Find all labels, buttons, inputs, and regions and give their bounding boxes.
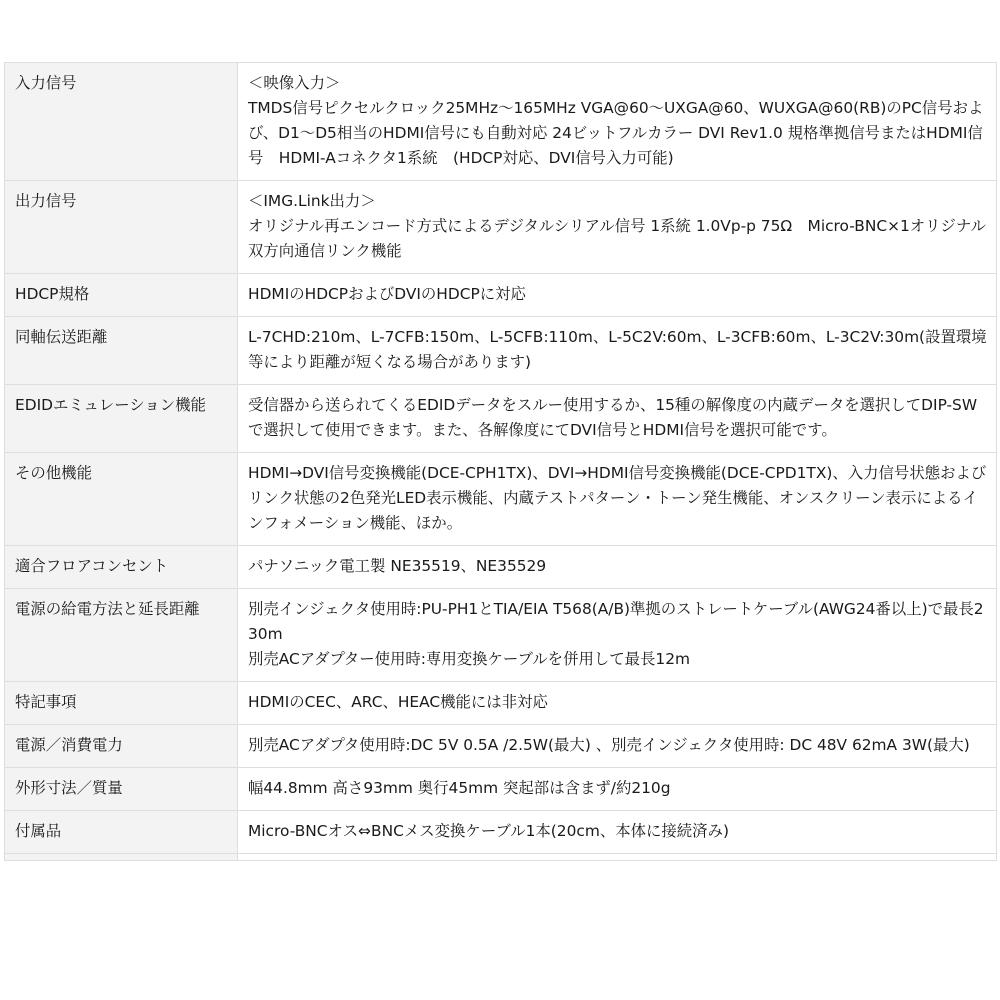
spec-row-power-supply-method <box>5 589 997 682</box>
spec-label: 同軸伝送距離 <box>5 317 238 385</box>
spec-value-line: オリジナル再エンコード方式によるデジタルシリアル信号 1系統 1.0Vp-p 75Ω Micro-BNC×1オリジナル双方向通信リンク機能 <box>248 217 986 260</box>
spec-label: その他機能 <box>5 453 238 546</box>
spec-value <box>238 682 997 725</box>
spec-label: 適合フロアコンセント <box>5 546 238 589</box>
spec-label: HDCP規格 <box>5 274 238 317</box>
spec-value <box>238 63 997 181</box>
spec-table-body <box>5 63 997 861</box>
spec-value-line: ＜IMG.Link出力＞ <box>248 192 376 210</box>
spec-table <box>4 62 997 861</box>
spec-row-accessories <box>5 811 997 854</box>
spec-value <box>238 453 997 546</box>
spec-value-empty <box>238 854 997 861</box>
spec-value-line: L-7CHD:210m、L-7CFB:150m、L-5CFB:110m、L-5C2V:60m、L-3CFB:60m、L-3C2V:30m(設置環境等により距離が短くなる場合があります) <box>248 328 987 371</box>
spec-value <box>238 811 997 854</box>
spec-value-line: HDMI→DVI信号変換機能(DCE-CPH1TX)、DVI→HDMI信号変換機能(DCE-CPD1TX)、入力信号状態およびリンク状態の2色発光LED表示機能、内蔵テストパターン・トーン発生機能、オンスクリーン表示によるインフォメーション機能、ほか。 <box>248 464 987 532</box>
spec-row-output-signal <box>5 181 997 274</box>
spec-label-empty <box>5 854 238 861</box>
spec-value <box>238 589 997 682</box>
spec-label: 入力信号 <box>5 63 238 181</box>
spec-value-line: Micro-BNCオス⇔BNCメス変換ケーブル1本(20cm、本体に接続済み) <box>248 822 729 840</box>
spec-value-line: TMDS信号ピクセルクロック25MHz〜165MHz VGA@60〜UXGA@60、WUXGA@60(RB)のPC信号および、D1〜D5相当のHDMI信号にも自動対応 24ビットフルカラー DVI Rev1.0 規格準拠信号またはHDMI信号 HDMI-Aコネクタ1系統 (HDCP対応、DVI信号入力可能) <box>248 99 984 167</box>
spec-label: 外形寸法／質量 <box>5 768 238 811</box>
spec-value <box>238 317 997 385</box>
spec-value <box>238 385 997 453</box>
spec-value-line: ＜映像入力＞ <box>248 74 341 92</box>
spec-value <box>238 546 997 589</box>
spec-value <box>238 768 997 811</box>
spec-value-line: パナソニック電工製 NE35519、NE35529 <box>248 557 547 575</box>
spec-value-line: HDMIのHDCPおよびDVIのHDCPに対応 <box>248 285 526 303</box>
spec-row-dimensions-weight <box>5 768 997 811</box>
spec-label: EDIDエミュレーション機能 <box>5 385 238 453</box>
spec-row-power-consumption <box>5 725 997 768</box>
spec-label: 付属品 <box>5 811 238 854</box>
spec-row-other-functions <box>5 453 997 546</box>
spec-table-container <box>4 62 996 861</box>
spec-row-hdcp <box>5 274 997 317</box>
spec-value <box>238 181 997 274</box>
spec-value-line: HDMIのCEC、ARC、HEAC機能には非対応 <box>248 693 548 711</box>
spec-row-coax-distance <box>5 317 997 385</box>
spec-row-cut-off <box>5 854 997 861</box>
spec-value-line: 受信器から送られてくるEDIDデータをスルー使用するか、15種の解像度の内蔵データを選択してDIP-SWで選択して使用できます。また、各解像度にてDVI信号とHDMI信号を選択可能です。 <box>248 396 978 439</box>
spec-label: 電源の給電方法と延長距離 <box>5 589 238 682</box>
spec-row-input-signal <box>5 63 997 181</box>
spec-label: 出力信号 <box>5 181 238 274</box>
spec-label: 特記事項 <box>5 682 238 725</box>
spec-row-floor-outlet <box>5 546 997 589</box>
spec-value-line: 別売インジェクタ使用時:PU-PH1とTIA/EIA T568(A/B)準拠のストレートケーブル(AWG24番以上)で最長230m <box>248 600 984 643</box>
spec-row-notes <box>5 682 997 725</box>
spec-value-line: 幅44.8mm 高さ93mm 奥行45mm 突起部は含まず/約210g <box>248 779 671 797</box>
spec-label: 電源／消費電力 <box>5 725 238 768</box>
spec-row-edid <box>5 385 997 453</box>
spec-value-line: 別売ACアダプター使用時:専用変換ケーブルを併用して最長12m <box>248 650 690 668</box>
spec-value-line: 別売ACアダプタ使用時:DC 5V 0.5A /2.5W(最大) 、別売インジェクタ使用時: DC 48V 62mA 3W(最大) <box>248 736 970 754</box>
spec-value <box>238 274 997 317</box>
spec-value <box>238 725 997 768</box>
